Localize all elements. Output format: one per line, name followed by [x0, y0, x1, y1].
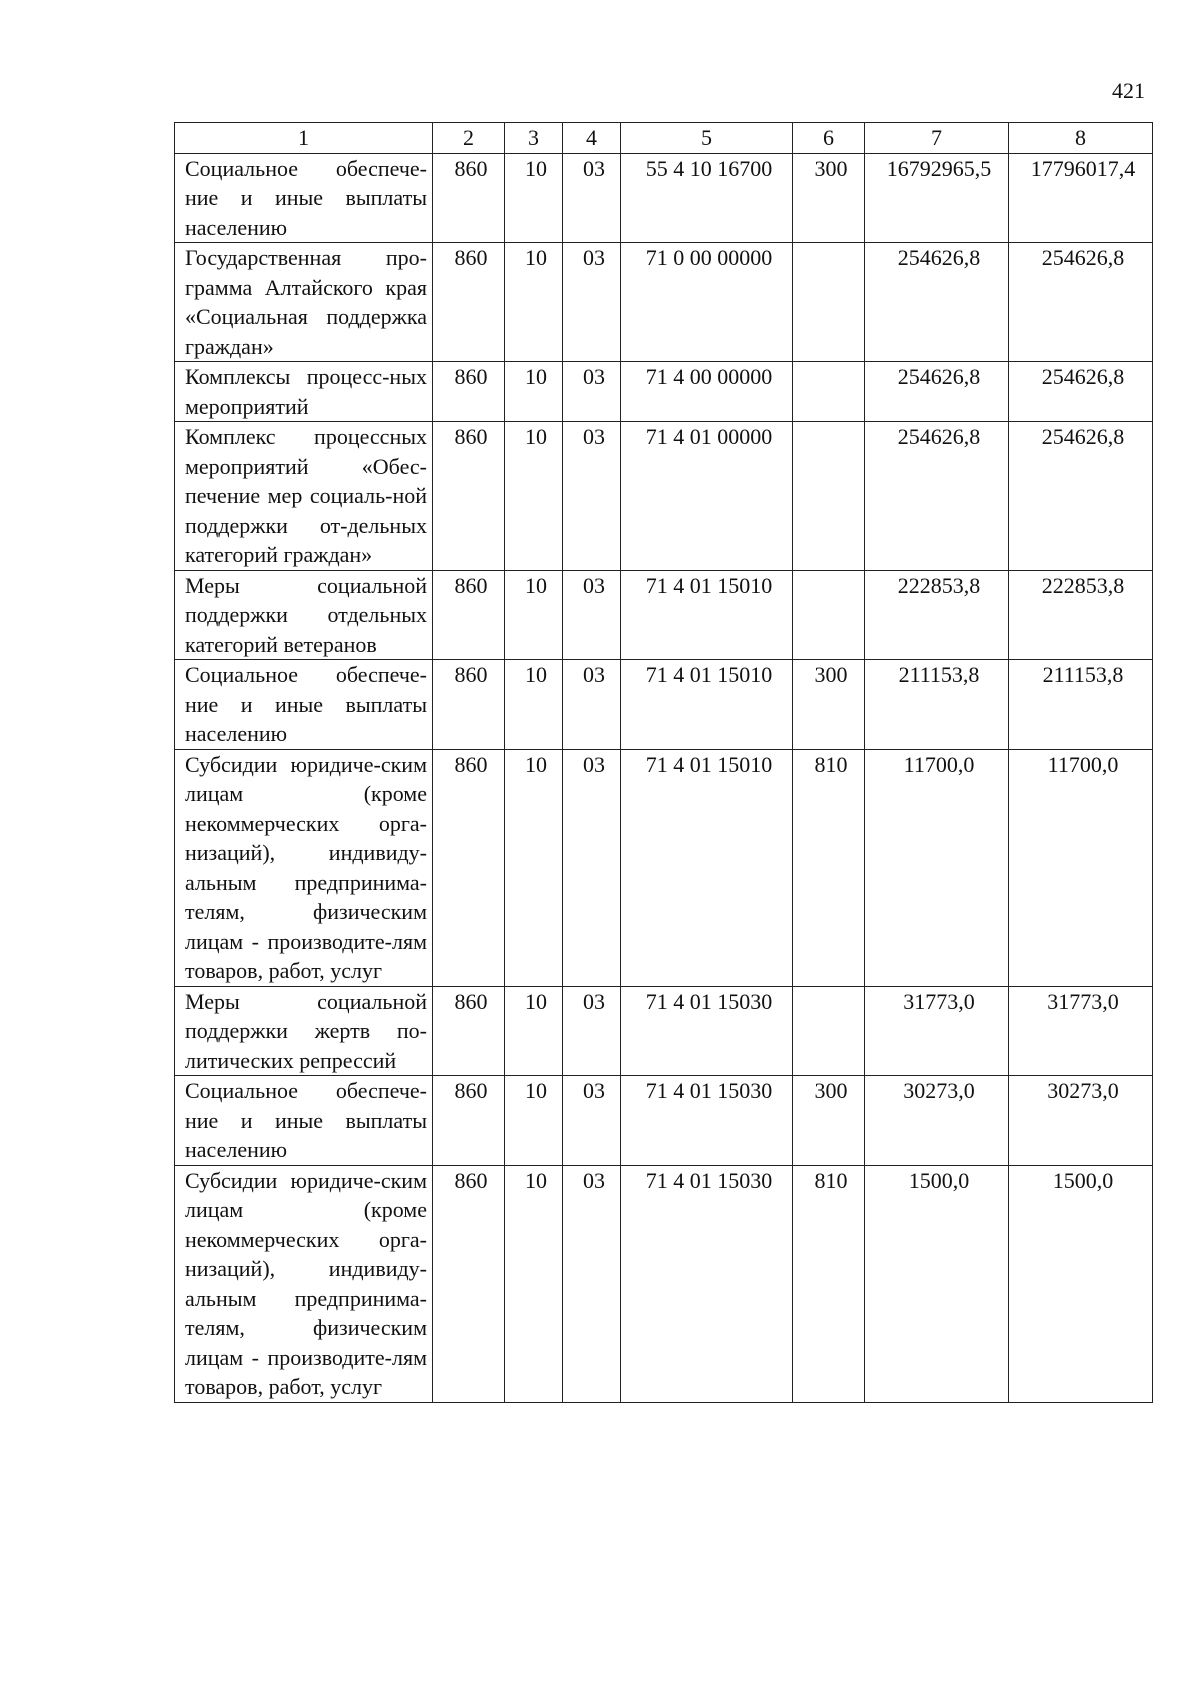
cell-amount-year2: 17796017,4 [1009, 153, 1153, 243]
cell-amount-year1: 11700,0 [865, 749, 1009, 986]
cell-subsection: 03 [563, 243, 621, 362]
cell-ministry-code: 860 [433, 243, 505, 362]
cell-ministry-code: 860 [433, 749, 505, 986]
cell-subsection: 03 [563, 660, 621, 750]
cell-name: Государственная про-грамма Алтайского края «Социальная поддержка граждан» [175, 243, 433, 362]
column-header: 5 [621, 123, 793, 154]
cell-amount-year2: 222853,8 [1009, 570, 1153, 660]
cell-expense-type [793, 570, 865, 660]
cell-expense-type: 300 [793, 153, 865, 243]
cell-name: Социальное обеспече-ние и иные выплаты населению [175, 660, 433, 750]
cell-section: 10 [505, 153, 563, 243]
cell-section: 10 [505, 749, 563, 986]
cell-amount-year1: 211153,8 [865, 660, 1009, 750]
cell-target-article: 71 0 00 00000 [621, 243, 793, 362]
cell-section: 10 [505, 422, 563, 571]
cell-amount-year2: 1500,0 [1009, 1165, 1153, 1402]
cell-name: Меры социальной поддержки жертв по-литических репрессий [175, 986, 433, 1076]
column-header: 1 [175, 123, 433, 154]
cell-section: 10 [505, 1165, 563, 1402]
cell-amount-year2: 211153,8 [1009, 660, 1153, 750]
page-number: 421 [1112, 78, 1145, 103]
cell-subsection: 03 [563, 153, 621, 243]
cell-name: Социальное обеспече-ние и иные выплаты населению [175, 153, 433, 243]
cell-amount-year1: 1500,0 [865, 1165, 1009, 1402]
cell-expense-type [793, 986, 865, 1076]
cell-target-article: 71 4 01 15010 [621, 660, 793, 750]
table-row [175, 1076, 1153, 1166]
cell-section: 10 [505, 986, 563, 1076]
table-row [175, 243, 1153, 362]
column-header: 2 [433, 123, 505, 154]
table-row [175, 660, 1153, 750]
cell-ministry-code: 860 [433, 362, 505, 422]
cell-subsection: 03 [563, 749, 621, 986]
table-row [175, 153, 1153, 243]
cell-name: Комплексы процесс-ных мероприятий [175, 362, 433, 422]
cell-target-article: 71 4 01 15030 [621, 1165, 793, 1402]
cell-ministry-code: 860 [433, 1165, 505, 1402]
cell-amount-year2: 254626,8 [1009, 422, 1153, 571]
cell-target-article: 71 4 01 15030 [621, 986, 793, 1076]
column-header: 6 [793, 123, 865, 154]
cell-ministry-code: 860 [433, 986, 505, 1076]
column-header: 8 [1009, 123, 1153, 154]
cell-amount-year1: 30273,0 [865, 1076, 1009, 1166]
cell-amount-year2: 11700,0 [1009, 749, 1153, 986]
cell-subsection: 03 [563, 986, 621, 1076]
cell-expense-type: 810 [793, 749, 865, 986]
cell-section: 10 [505, 570, 563, 660]
cell-name: Комплекс процессных мероприятий «Обес-печение мер социаль-ной поддержки от-дельных категорий граждан» [175, 422, 433, 571]
cell-name: Социальное обеспече-ние и иные выплаты населению [175, 1076, 433, 1166]
cell-subsection: 03 [563, 1076, 621, 1166]
cell-section: 10 [505, 1076, 563, 1166]
cell-amount-year2: 31773,0 [1009, 986, 1153, 1076]
budget-table [174, 122, 1153, 1403]
cell-amount-year2: 30273,0 [1009, 1076, 1153, 1166]
column-header: 4 [563, 123, 621, 154]
cell-section: 10 [505, 362, 563, 422]
cell-amount-year2: 254626,8 [1009, 362, 1153, 422]
table-row [175, 749, 1153, 986]
cell-expense-type [793, 243, 865, 362]
cell-name: Меры социальной поддержки отдельных категорий ветеранов [175, 570, 433, 660]
cell-ministry-code: 860 [433, 570, 505, 660]
table-row [175, 362, 1153, 422]
cell-amount-year1: 254626,8 [865, 362, 1009, 422]
table-row [175, 422, 1153, 571]
header-row [175, 123, 1153, 154]
cell-ministry-code: 860 [433, 153, 505, 243]
cell-amount-year2: 254626,8 [1009, 243, 1153, 362]
cell-expense-type: 300 [793, 1076, 865, 1166]
cell-section: 10 [505, 660, 563, 750]
cell-amount-year1: 31773,0 [865, 986, 1009, 1076]
cell-amount-year1: 222853,8 [865, 570, 1009, 660]
cell-target-article: 71 4 01 15030 [621, 1076, 793, 1166]
table-row [175, 1165, 1153, 1402]
cell-expense-type: 810 [793, 1165, 865, 1402]
cell-target-article: 55 4 10 16700 [621, 153, 793, 243]
cell-subsection: 03 [563, 570, 621, 660]
cell-expense-type: 300 [793, 660, 865, 750]
cell-expense-type [793, 422, 865, 571]
table-row [175, 986, 1153, 1076]
table-body [175, 153, 1153, 1402]
column-header: 3 [505, 123, 563, 154]
cell-name: Субсидии юридиче-ским лицам (кроме некоммерческих орга-низаций), индивиду-альным предпринима-телям, физическим лицам - производите-лям товаров, работ, услуг [175, 1165, 433, 1402]
cell-ministry-code: 860 [433, 422, 505, 571]
cell-ministry-code: 860 [433, 660, 505, 750]
cell-amount-year1: 254626,8 [865, 422, 1009, 571]
cell-amount-year1: 254626,8 [865, 243, 1009, 362]
cell-amount-year1: 16792965,5 [865, 153, 1009, 243]
cell-target-article: 71 4 00 00000 [621, 362, 793, 422]
cell-subsection: 03 [563, 1165, 621, 1402]
cell-target-article: 71 4 01 15010 [621, 570, 793, 660]
cell-target-article: 71 4 01 15010 [621, 749, 793, 986]
cell-ministry-code: 860 [433, 1076, 505, 1166]
cell-name: Субсидии юридиче-ским лицам (кроме некоммерческих орга-низаций), индивиду-альным предпринима-телям, физическим лицам - производите-лям товаров, работ, услуг [175, 749, 433, 986]
cell-section: 10 [505, 243, 563, 362]
cell-subsection: 03 [563, 422, 621, 571]
table-row [175, 570, 1153, 660]
cell-target-article: 71 4 01 00000 [621, 422, 793, 571]
cell-expense-type [793, 362, 865, 422]
cell-subsection: 03 [563, 362, 621, 422]
column-header: 7 [865, 123, 1009, 154]
